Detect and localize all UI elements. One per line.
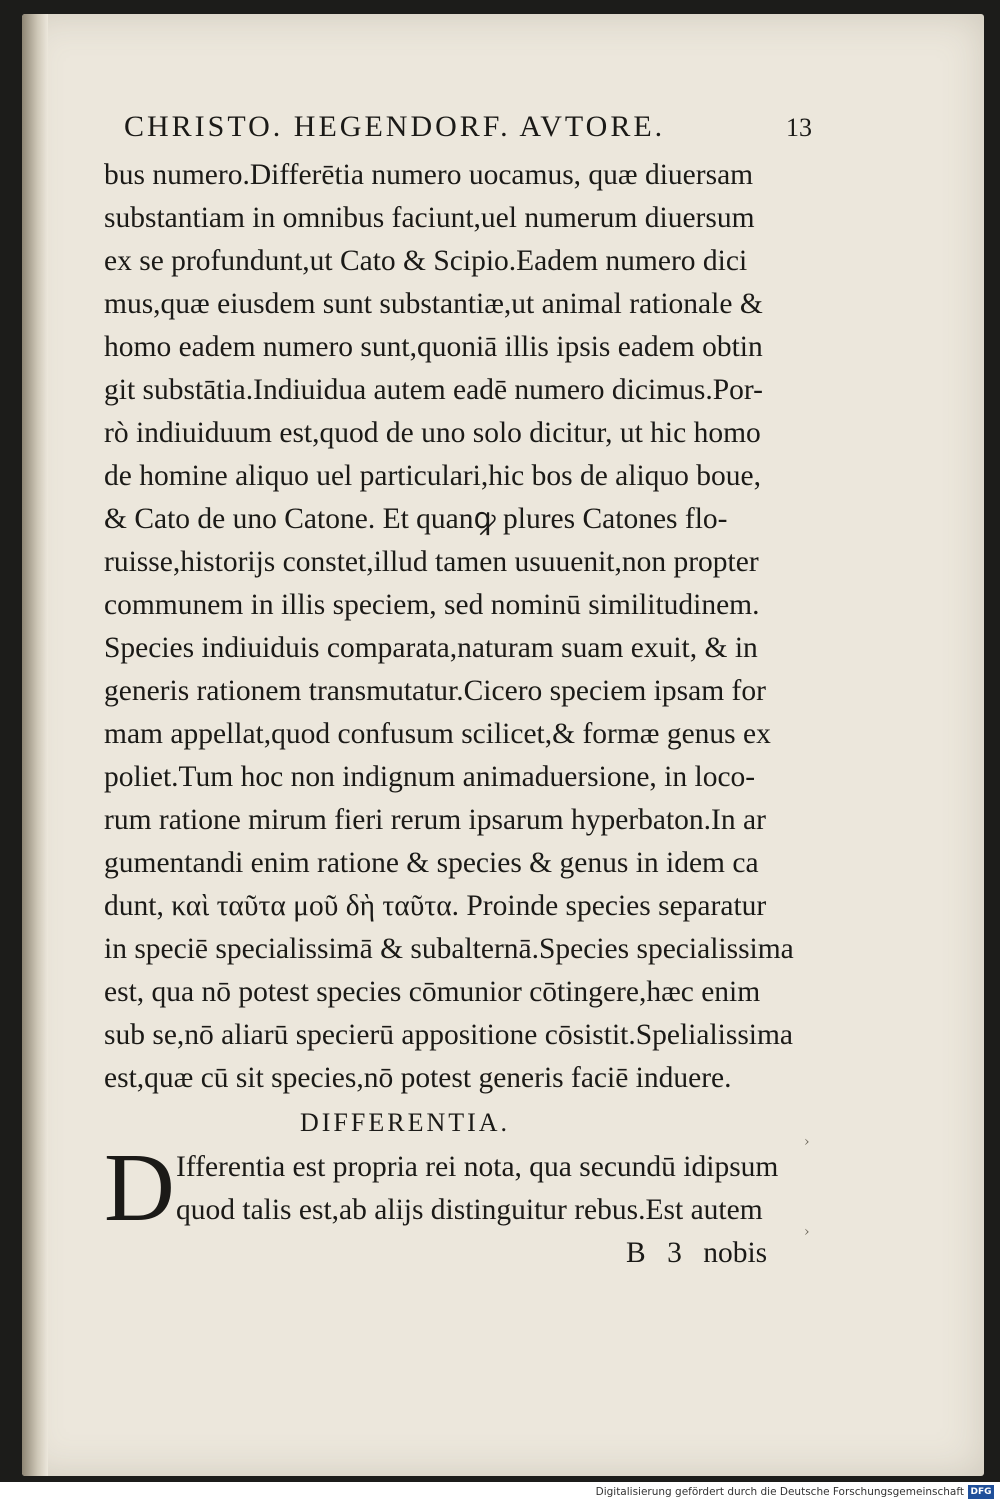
margin-mark: ›: [804, 1224, 810, 1240]
text-line: bus numero.Differētia numero uocamus, quæ diuersam: [104, 159, 754, 191]
page-gutter: [22, 14, 48, 1476]
signature-mark: B: [626, 1237, 646, 1269]
drop-cap: D: [104, 1134, 175, 1242]
text-line: mus,quæ eiusdem sunt substantiæ,ut animal rationale &: [104, 288, 763, 320]
text-line: sub se,nō aliarū specierū appositione cōsistit.Spelialissima: [104, 1019, 794, 1051]
text-line: est, qua nō potest species cōmunior cōtingere,hæc enim: [104, 976, 761, 1008]
page-number: 13: [786, 113, 812, 142]
text-line: substantiam in omnibus faciunt,uel numerum diuersum: [104, 202, 755, 234]
signature-line: [104, 1232, 824, 1275]
section-heading: DIFFERENTIA.: [300, 1108, 511, 1137]
book-page: [22, 14, 984, 1476]
text-line: communem in illis speciem, sed nominū similitudinem.: [104, 589, 760, 621]
text-line: quod talis est,ab alijs distinguitur rebus.Est autem: [176, 1194, 763, 1226]
text-line: dunt, καὶ ταῦτα μοῦ δὴ ταῦτα. Proinde species separatur: [104, 890, 767, 922]
catchword: nobis: [703, 1237, 768, 1269]
text-line: gumentandi enim ratione & species & genus in idem ca: [104, 847, 759, 879]
running-head-title: CHRISTO. HEGENDORF. AVTORE.: [124, 110, 666, 143]
text-line: generis rationem transmutatur.Cicero speciem ipsam for: [104, 675, 766, 707]
footer-bar: [0, 1482, 1000, 1503]
running-head: [104, 110, 824, 154]
text-line: ex se profundunt,ut Cato & Scipio.Eadem numero dici: [104, 245, 748, 277]
paragraph-differentia: [104, 1134, 824, 1242]
body-text: [104, 154, 824, 1100]
text-line: mam appellat,quod confusum scilicet,& formæ genus ex: [104, 718, 771, 750]
text-line: est,quæ cū sit species,nō potest generis faciē induere.: [104, 1062, 732, 1094]
dfg-logo: DFG: [968, 1485, 994, 1499]
text-line: Ifferentia est propria rei nota, qua secundū idipsum: [176, 1151, 779, 1183]
text-line: & Cato de uno Catone. Et quanꝙ plures Catones flo-: [104, 503, 728, 535]
text-line: de homine aliquo uel particulari,hic bos de aliquo boue,: [104, 460, 762, 492]
text-line: rò indiuiduum est,quod de uno solo dicitur, ut hic homo: [104, 417, 761, 449]
footer-credit: Digitalisierung gefördert durch die Deutsche Forschungsgemeinschaft: [595, 1486, 964, 1498]
text-line: poliet.Tum hoc non indignum animaduersione, in loco-: [104, 761, 756, 793]
text-line: rum ratione mirum fieri rerum ipsarum hyperbaton.In ar: [104, 804, 766, 836]
text-line: ruisse,historijs constet,illud tamen usuuenit,non propter: [104, 546, 759, 578]
text-line: git substātia.Indiuidua autem eadē numero dicimus.Por-: [104, 374, 763, 406]
leaf-number: 3: [667, 1237, 682, 1269]
text-block: [104, 110, 824, 1275]
margin-mark: ›: [804, 1134, 810, 1150]
text-line: Species indiuiduis comparata,naturam suam exuit, & in: [104, 632, 758, 664]
text-line: in speciē specialissimā & subalternā.Species specialissima: [104, 933, 794, 965]
text-line: homo eadem numero sunt,quoniā illis ipsis eadem obtin: [104, 331, 763, 363]
